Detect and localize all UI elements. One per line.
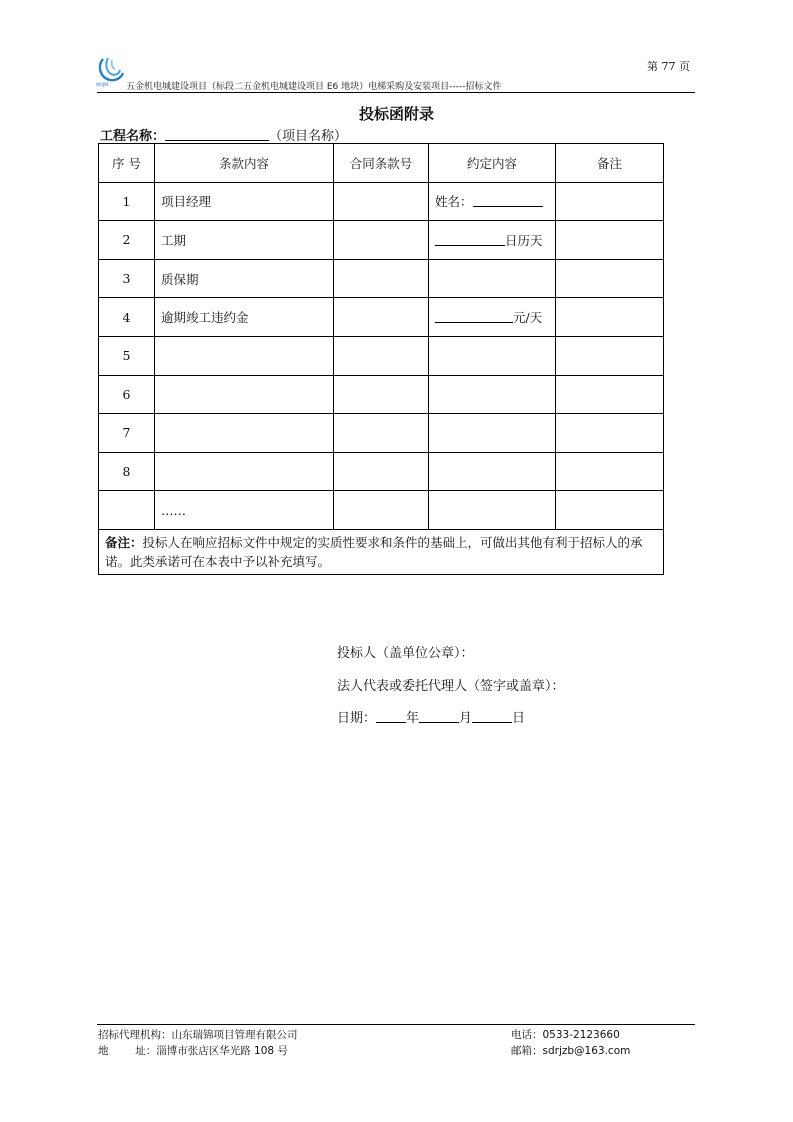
document-title: 投标函附录	[358, 105, 434, 123]
row-item[interactable]	[155, 452, 334, 491]
row-item: 逾期竣工违约金	[155, 298, 334, 337]
row-agreed-cell[interactable]	[429, 182, 556, 221]
day-blank[interactable]	[472, 710, 512, 723]
row-no: 5	[99, 336, 155, 375]
table-row	[99, 491, 664, 530]
row-contract-cell[interactable]	[334, 491, 429, 530]
note-cell	[99, 529, 664, 574]
row-contract-cell[interactable]	[334, 375, 429, 414]
table-note-row	[99, 529, 664, 574]
project-name-line	[100, 125, 347, 144]
row-item: 工期	[155, 221, 334, 260]
row-contract-cell[interactable]	[334, 336, 429, 375]
row-agreed-cell[interactable]	[429, 298, 556, 337]
row-item: ……	[155, 491, 334, 530]
footer-address-label: 地 址：	[98, 1045, 157, 1057]
row-remark-cell[interactable]	[556, 259, 664, 298]
footer-address: 淄博市张店区华光路 108 号	[156, 1045, 288, 1057]
bidder-seal-line: 投标人（盖单位公章）：	[337, 646, 474, 661]
date-label: 日期：	[337, 711, 377, 726]
row-contract-cell[interactable]	[334, 221, 429, 260]
project-name-label: 工程名称：	[100, 129, 166, 144]
fill-blank[interactable]	[435, 233, 505, 246]
row-contract-cell[interactable]	[334, 298, 429, 337]
row-no	[99, 491, 155, 530]
table-row	[99, 452, 664, 491]
agreed-suffix: 日历天	[505, 232, 543, 248]
year-blank[interactable]	[376, 710, 406, 723]
row-no: 3	[99, 259, 155, 298]
footer-phone: 电话：0533-2123660	[511, 1029, 620, 1041]
page-number: 第 77 页	[647, 60, 690, 73]
company-logo-icon	[97, 55, 125, 85]
row-remark-cell[interactable]	[556, 298, 664, 337]
table-row	[99, 336, 664, 375]
row-item[interactable]	[155, 375, 334, 414]
agreed-suffix: 元/天	[513, 310, 543, 326]
month-blank[interactable]	[419, 710, 459, 723]
row-contract-cell[interactable]	[334, 259, 429, 298]
appendix-table	[98, 143, 664, 575]
project-name-hint: （项目名称）	[269, 129, 348, 144]
fill-blank[interactable]	[473, 194, 543, 207]
footer-rule	[97, 1024, 695, 1025]
footer-address-line	[98, 1043, 288, 1058]
table-row	[99, 298, 664, 337]
year-label: 年	[406, 711, 420, 726]
header-agreed: 约定内容	[429, 144, 556, 183]
row-no: 7	[99, 414, 155, 453]
header-title: 五金机电城建设项目（标段二五金机电城建设项目 E6 地块）电梯采购及安装项目-----招标文件	[126, 82, 502, 92]
row-agreed-cell[interactable]	[429, 414, 556, 453]
table-row	[99, 259, 664, 298]
row-no: 8	[99, 452, 155, 491]
row-no: 2	[99, 221, 155, 260]
row-remark-cell[interactable]	[556, 336, 664, 375]
logo-text: WUJIN	[96, 82, 109, 87]
row-no: 6	[99, 375, 155, 414]
row-contract-cell[interactable]	[334, 452, 429, 491]
row-item: 质保期	[155, 259, 334, 298]
row-agreed-cell[interactable]	[429, 259, 556, 298]
row-agreed-cell[interactable]	[429, 221, 556, 260]
row-agreed-cell[interactable]	[429, 336, 556, 375]
day-label: 日	[512, 711, 526, 726]
row-no: 1	[99, 182, 155, 221]
representative-sign-line: 法人代表或委托代理人（签字或盖章）：	[337, 679, 565, 694]
table-row	[99, 414, 664, 453]
table-header-row	[99, 144, 664, 183]
row-remark-cell[interactable]	[556, 452, 664, 491]
table-row	[99, 221, 664, 260]
footer-agency: 招标代理机构：山东瑞锦项目管理有限公司	[98, 1029, 298, 1041]
header-item: 条款内容	[155, 144, 334, 183]
row-agreed-cell[interactable]	[429, 452, 556, 491]
note-label: 备注：	[105, 534, 143, 550]
header-rule	[97, 92, 695, 93]
footer-email[interactable]: 邮箱：sdrjzb@163.com	[511, 1045, 631, 1057]
table-row	[99, 375, 664, 414]
row-item: 项目经理	[155, 182, 334, 221]
row-no: 4	[99, 298, 155, 337]
row-remark-cell[interactable]	[556, 414, 664, 453]
month-label: 月	[459, 711, 473, 726]
row-remark-cell[interactable]	[556, 182, 664, 221]
agreed-prefix: 姓名：	[435, 194, 473, 210]
header-contract-clause: 合同条款号	[334, 144, 429, 183]
row-contract-cell[interactable]	[334, 414, 429, 453]
row-agreed-cell[interactable]	[429, 491, 556, 530]
row-agreed-cell[interactable]	[429, 375, 556, 414]
table-row	[99, 182, 664, 221]
row-item[interactable]	[155, 414, 334, 453]
row-item[interactable]	[155, 336, 334, 375]
row-remark-cell[interactable]	[556, 375, 664, 414]
header-no: 序 号	[99, 144, 155, 183]
date-line	[337, 707, 525, 726]
fill-blank[interactable]	[435, 310, 513, 323]
row-remark-cell[interactable]	[556, 491, 664, 530]
project-name-blank[interactable]	[165, 128, 269, 141]
row-remark-cell[interactable]	[556, 221, 664, 260]
note-text: 投标人在响应招标文件中规定的实质性要求和条件的基础上，可做出其他有利于招标人的承诺。此类承诺可在本表中予以补充填写。	[105, 534, 643, 569]
row-contract-cell[interactable]	[334, 182, 429, 221]
header-remark: 备注	[556, 144, 664, 183]
